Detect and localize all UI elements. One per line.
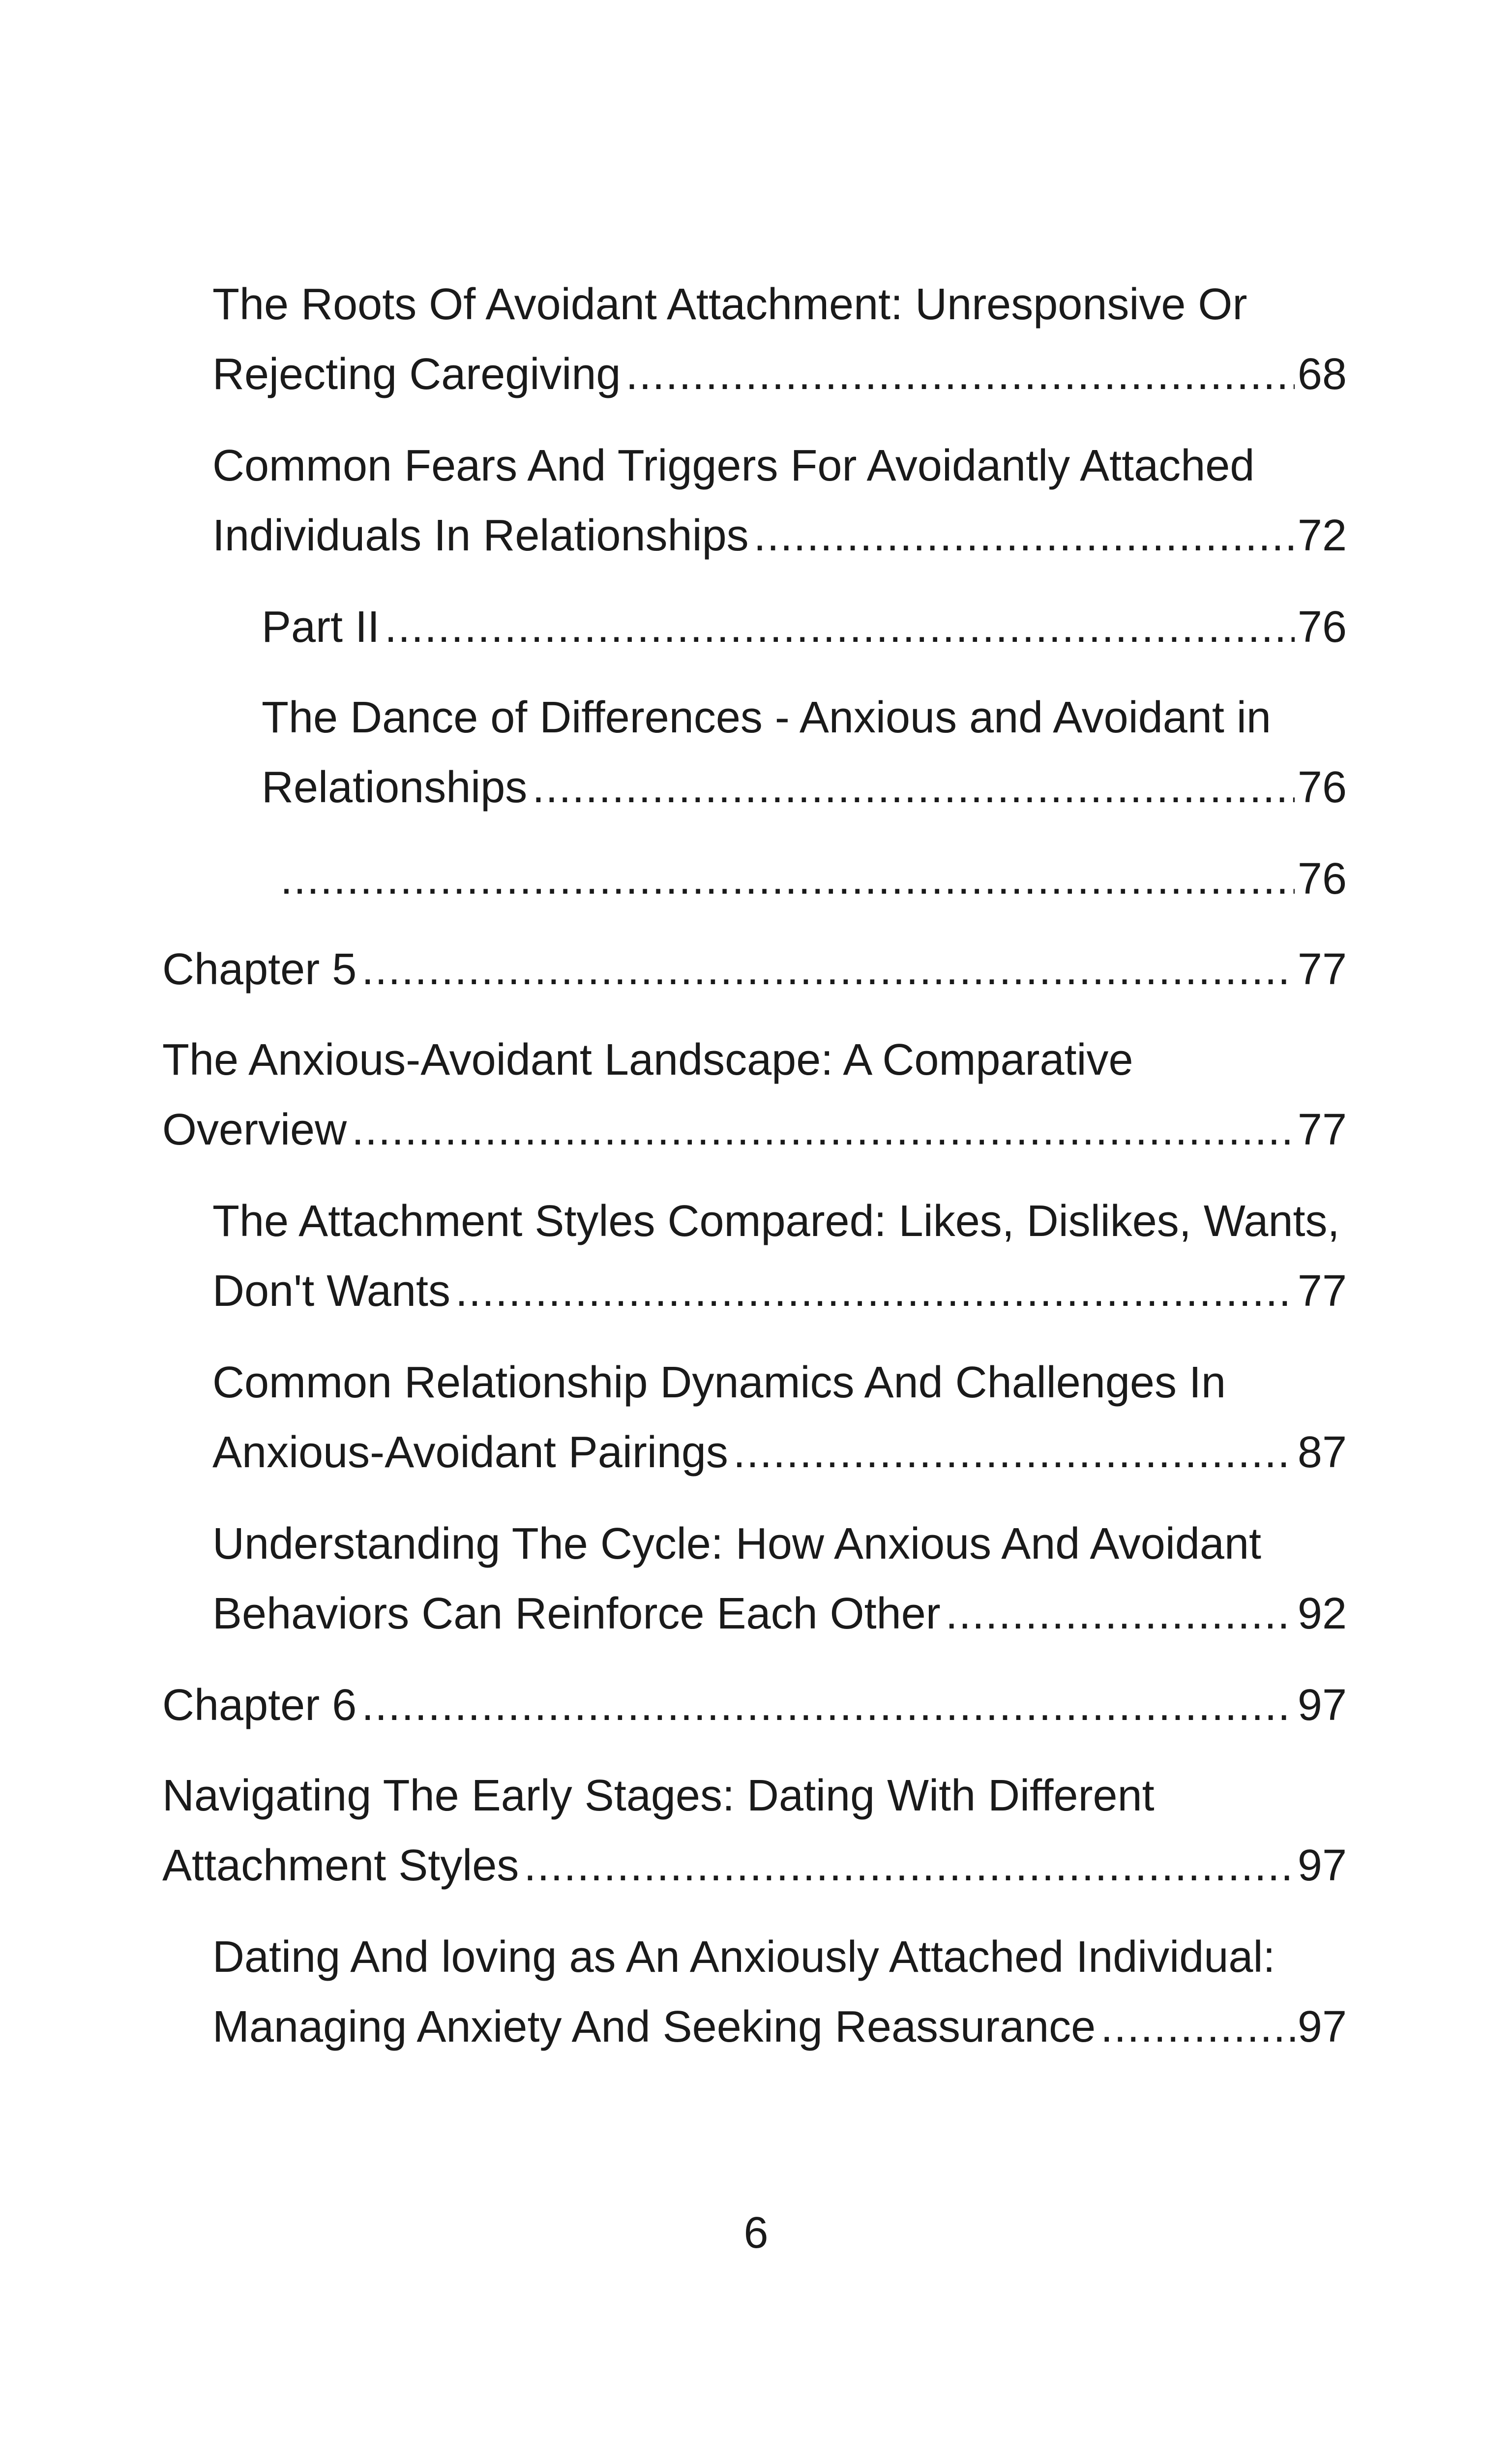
- toc-entry-title: Common Fears And Triggers For Avoidantly Attached: [212, 441, 1255, 490]
- dot-leader: [733, 1418, 1295, 1487]
- dot-leader: [280, 844, 1295, 914]
- toc-entry-title-continued: Relationships: [262, 763, 528, 812]
- toc-page-number: 76: [1297, 854, 1347, 904]
- toc-entry-title-continued: Anxious-Avoidant Pairings: [212, 1428, 728, 1477]
- toc-entry-line: [162, 1670, 1347, 1740]
- toc-entry-line: [212, 1509, 1347, 1579]
- toc-entry-title-continued: Overview: [162, 1105, 347, 1154]
- dot-leader: [754, 501, 1295, 571]
- toc-entry-line: [262, 592, 1347, 662]
- toc-entry-line: [212, 501, 1347, 571]
- dot-leader: [455, 1256, 1295, 1326]
- toc-entry-chapter-6[interactable]: [162, 1670, 1347, 1740]
- toc-entry-line: [262, 683, 1347, 753]
- toc-entry-title: Chapter 5: [162, 945, 357, 994]
- toc-page-number: 76: [1297, 603, 1347, 652]
- toc-entry-line: [212, 1418, 1347, 1487]
- toc-entry-title-continued: Behaviors Can Reinforce Each Other: [212, 1589, 941, 1638]
- toc-entry-line: [262, 753, 1347, 822]
- toc-entry-chapter-5[interactable]: [162, 935, 1347, 1004]
- toc-entry-line: [162, 1025, 1347, 1095]
- toc-page-number: 77: [1297, 1105, 1347, 1154]
- toc-entry-part-ii[interactable]: [262, 592, 1347, 662]
- toc-entry-title-continued: Don't Wants: [212, 1267, 451, 1316]
- toc-page-number: 72: [1297, 511, 1347, 560]
- dot-leader: [532, 753, 1295, 822]
- dot-leader: [1100, 1992, 1295, 2062]
- toc-entry-blank[interactable]: [275, 844, 1347, 914]
- toc-page-number: 97: [1297, 1841, 1347, 1890]
- toc-entry-styles-compared[interactable]: [212, 1186, 1347, 1326]
- toc-entry-title: Part II: [262, 603, 380, 652]
- toc-entry-dance-of-differences[interactable]: [262, 683, 1347, 822]
- dot-leader: [524, 1831, 1295, 1900]
- dot-leader: [946, 1579, 1295, 1649]
- toc-page-number: 92: [1297, 1589, 1347, 1638]
- toc-entry-title: The Roots Of Avoidant Attachment: Unresponsive Or: [212, 280, 1247, 329]
- dot-leader: [361, 935, 1295, 1004]
- toc-entry-title: Common Relationship Dynamics And Challenges In: [212, 1358, 1226, 1407]
- dot-leader: [385, 592, 1295, 662]
- dot-leader: [361, 1670, 1295, 1740]
- toc-entry-early-stages[interactable]: [162, 1761, 1347, 1900]
- toc-entry-line: [212, 339, 1347, 409]
- toc-entry-title-continued: Individuals In Relationships: [212, 511, 749, 560]
- toc-entry-line: [162, 1095, 1347, 1165]
- toc-entry-roots-avoidant[interactable]: [212, 270, 1347, 409]
- toc-entry-common-fears[interactable]: [212, 431, 1347, 571]
- toc-entry-title: The Dance of Differences - Anxious and Avoidant in: [262, 693, 1271, 742]
- toc-page-number: 68: [1297, 350, 1347, 399]
- dot-leader: [625, 339, 1294, 409]
- toc-entry-title: Navigating The Early Stages: Dating With Different: [162, 1771, 1155, 1820]
- toc-entry-dynamics[interactable]: [212, 1348, 1347, 1487]
- toc-entry-title-continued: Rejecting Caregiving: [212, 350, 621, 399]
- toc-entry-line: [212, 1348, 1347, 1418]
- toc-entry-line: [212, 431, 1347, 501]
- toc-entry-landscape[interactable]: [162, 1025, 1347, 1165]
- toc-entry-line: [162, 1761, 1347, 1831]
- toc-entry-title: The Attachment Styles Compared: Likes, Dislikes, Wants,: [212, 1197, 1340, 1246]
- toc-entry-line: [162, 1831, 1347, 1900]
- toc-page-number: 87: [1297, 1428, 1347, 1477]
- toc-page-number: 76: [1297, 763, 1347, 812]
- toc-entry-title: Dating And loving as An Anxiously Attached Individual:: [212, 1932, 1275, 1982]
- dot-leader: [352, 1095, 1295, 1165]
- toc-entry-line: [212, 270, 1347, 339]
- toc-entry-anxiously-attached[interactable]: [212, 1922, 1347, 2062]
- page-number: 6: [743, 2208, 769, 2258]
- toc-entry-title: The Anxious-Avoidant Landscape: A Comparative: [162, 1035, 1133, 1085]
- toc-page-number: 77: [1297, 1267, 1347, 1316]
- toc-entry-line: [212, 1992, 1347, 2062]
- toc-entry-cycle[interactable]: [212, 1509, 1347, 1649]
- toc-entry-line: [212, 1186, 1347, 1256]
- toc-page-number: 97: [1297, 1681, 1347, 1730]
- toc-entry-line: [275, 844, 1347, 914]
- toc-entry-line: [212, 1579, 1347, 1649]
- toc-entry-title-continued: Attachment Styles: [162, 1841, 519, 1890]
- toc-page-number: 97: [1297, 2002, 1347, 2051]
- toc-entry-line: [212, 1256, 1347, 1326]
- toc-entry-line: [162, 935, 1347, 1004]
- toc-entry-title: Chapter 6: [162, 1681, 357, 1730]
- toc-entry-title: Understanding The Cycle: How Anxious And Avoidant: [212, 1519, 1262, 1568]
- toc-entry-line: [212, 1922, 1347, 1992]
- toc-entry-title-continued: Managing Anxiety And Seeking Reassurance: [212, 2002, 1096, 2051]
- toc-page-number: 77: [1297, 945, 1347, 994]
